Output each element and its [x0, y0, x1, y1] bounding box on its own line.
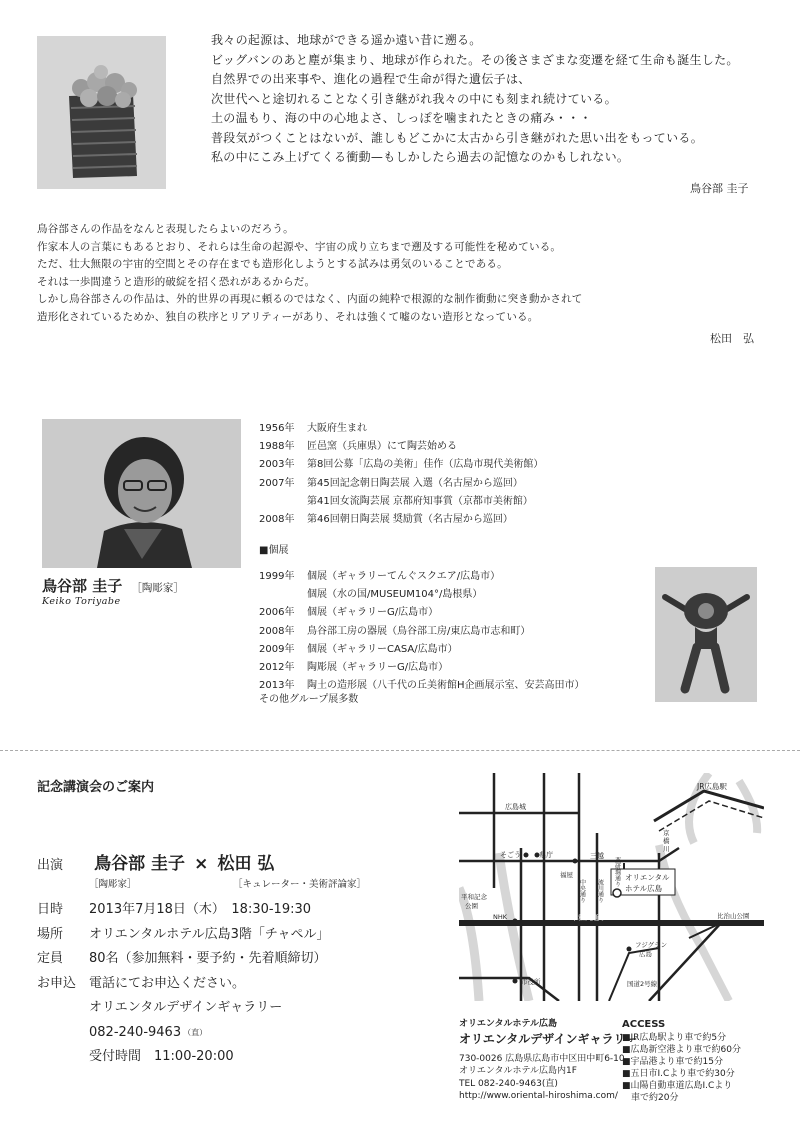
address-tel: TEL 082-240-9463(直) — [459, 1078, 558, 1089]
event-capacity-row: 定員 80名（参加無料・要予約・先着順締切） — [37, 951, 327, 966]
map-label-kyobashi-1: 京 — [663, 829, 670, 837]
performer-1-role: ［陶彫家］ — [89, 879, 137, 890]
map-label-fujigrand-1: フジグラン — [635, 941, 668, 949]
review-line: しかし鳥谷部さんの作品は、外的世界の再現に頼るのではなく、内面の純粋で根源的な制作衝動に突き動かされて — [37, 293, 583, 305]
statement-line: 普段気がつくことはないが、誰しもどこかに太古から引き継がれた思い出をもっている。 — [211, 130, 704, 145]
artwork-photo-vessel — [37, 36, 166, 189]
map-label-heiwa-odori: 平和大通り — [571, 914, 606, 922]
career-item: 2008年 第46回朝日陶芸展 奨励賞（名古屋から巡回） — [259, 514, 513, 526]
event-date-row: 日時 2013年7月18日（木） 18:30-19:30 — [37, 902, 312, 917]
map-label-jr-station: JR広島駅 — [697, 782, 727, 791]
group-exhibitions-note: その他グループ展多数 — [259, 694, 359, 705]
statement-line: 我々の起源は、地球ができる遥か遠い昔に遡る。 — [211, 33, 482, 47]
map-label-fujigrand-2: 広島 — [639, 950, 652, 958]
career-item: 2003年 第8回公募「広島の美術」佳作（広島市現代美術館） — [259, 459, 544, 471]
artist-romaji: Keiko Toriyabe — [42, 596, 121, 607]
map-label-chuo: 中央通り — [578, 879, 586, 903]
map-label-yagenbori: 薬研堀通り — [613, 857, 621, 887]
solo-item: 2008年 鳥谷部工房の器展（鳥谷部工房/東広島市志和町） — [259, 625, 531, 637]
access-item: ■広島新空港より車で約60分 — [622, 1045, 741, 1055]
event-place-row: 場所 オリエンタルホテル広島3階「チャペル」 — [37, 926, 330, 942]
access-item: 車で約20分 — [622, 1093, 679, 1103]
statement-line: ビッグバンのあと塵が集まり、地球が作られた。その後さまざまな変遷を経て生命も誕生した。 — [211, 52, 739, 67]
event-phone-row: 082-240-9463 （直） — [89, 1024, 208, 1040]
map-label-hotel-1: オリエンタル — [625, 873, 670, 882]
section-divider — [0, 750, 800, 751]
performer-2: 松田 弘 — [217, 854, 275, 874]
map-label-kyobashi-3: 川 — [663, 845, 670, 853]
event-apply-row: お申込 電話にてお申込ください。 — [37, 975, 246, 991]
artist-statement — [211, 31, 739, 168]
map-label-peace-park-1: 平和記念 — [461, 893, 487, 901]
artist-portrait-photo — [42, 419, 241, 568]
solo-item: 2009年 個展（ギャラリーCASA/広島市） — [259, 643, 458, 655]
access-item: ■五日市I.Cより車で約30分 — [622, 1069, 735, 1079]
career-item: 第41回女流陶芸展 京都府知事賞（京都市美術館） — [307, 495, 533, 507]
address-line-2: オリエンタルホテル広島内1F — [459, 1066, 577, 1076]
statement-line: 私の中にこみ上げてくる衝動—もしかしたら過去の記憶なのかもしれない。 — [211, 150, 630, 164]
access-item: ■山陽自動車道広島I.Cより — [622, 1081, 733, 1091]
artist-role: ［陶彫家］ — [131, 582, 184, 594]
map-label-sogo: そごう — [500, 851, 521, 859]
event-heading: 記念講演会のご案内 — [37, 780, 155, 795]
solo-heading: ■個展 — [259, 545, 289, 556]
map-label-hotel-2: ホテル広島 — [625, 884, 663, 893]
performers-row — [37, 849, 274, 874]
performer-2-role: ［キュレーター・美術評論家］ — [233, 879, 367, 890]
times-sign: × — [194, 854, 209, 874]
career-item: 2007年 第45回記念朝日陶芸展 入選（名古屋から巡回） — [259, 477, 523, 489]
access-item: ■宇品港より車で約15分 — [622, 1057, 723, 1067]
solo-item: 個展（水の国/MUSEUM104°/島根県） — [307, 589, 483, 601]
artist-name-text: 鳥谷部 圭子 — [42, 577, 123, 595]
map-label-nagarekawa: 流川通り — [596, 879, 604, 903]
access-map — [459, 773, 764, 1001]
access-info — [622, 1018, 741, 1104]
statement-line: 次世代へと途切れることなく引き継がれ我々の中にも刻まれ続けている。 — [211, 91, 617, 106]
review-line: ただ、壮大無限の宇宙的空間とその存在までも造形化しようとする試みは勇気のいることである。 — [37, 258, 508, 270]
solo-item: 1999年 個展（ギャラリーてんぐスクエア/広島市） — [259, 571, 501, 582]
career-item: 1988年 匠邑窯（兵庫県）にて陶芸始める — [259, 441, 457, 453]
map-label-city-hall: 市役所 — [521, 978, 541, 986]
artist-name — [42, 575, 184, 596]
review-text — [37, 221, 583, 326]
map-label-nhk: NHK — [493, 913, 508, 921]
event-hours-row: 受付時間 11:00-20:00 — [89, 1049, 234, 1064]
vessel-sculpture-image — [37, 36, 166, 189]
address-url[interactable]: http://www.oriental-hiroshima.com/ — [459, 1091, 618, 1101]
review-signature: 松田 弘 — [710, 332, 754, 345]
review-line: 鳥谷部さんの作品をなんと表現したらよいのだろう。 — [37, 223, 294, 235]
map-label-route2: 国道2号線 — [627, 980, 658, 988]
performers-label: 出演 — [37, 858, 64, 873]
event-gallery-row: オリエンタルデザインギャラリー — [89, 1000, 283, 1015]
map-label-mitsukoshi: 三越 — [590, 852, 604, 860]
map-label-kencho: 県庁 — [539, 851, 553, 859]
solo-item: 2006年 個展（ギャラリーG/広島市） — [259, 607, 439, 619]
access-heading: ACCESS — [622, 1019, 666, 1030]
gallery-address — [459, 1018, 637, 1103]
map-label-castle: 広島城 — [505, 803, 526, 811]
address-gallery: オリエンタルデザインギャラリー — [459, 1031, 638, 1046]
event-details — [37, 898, 329, 1070]
review-line: 作家本人の言葉にもあるとおり、それらは生命の起源や、宇宙の成り立ちまで遡及する可能性を秘めている。 — [37, 240, 562, 253]
map-label-peace-park-2: 公園 — [465, 902, 478, 910]
solo-list — [259, 568, 585, 695]
solo-item: 2013年 陶土の造形展（八千代の丘美術館H企画展示室、安芸高田市） — [259, 680, 585, 692]
access-item: ■JR広島駅より車で約5分 — [622, 1033, 727, 1043]
map-label-kyobashi-2: 橋 — [663, 837, 670, 845]
map-label-hijiyama: 比治山公園 — [717, 912, 750, 920]
portrait-image — [42, 419, 241, 568]
map-graphic — [459, 773, 764, 1001]
statement-signature: 鳥谷部 圭子 — [690, 182, 749, 195]
performer-1: 鳥谷部 圭子 — [94, 854, 186, 874]
address-hotel: オリエンタルホテル広島 — [459, 1019, 558, 1029]
address-line-1: 730-0026 広島県広島市中区田中町6-10 — [459, 1053, 625, 1064]
statement-line: 土の温もり、海の中の心地よさ、しっぽを噛まれたときの痛み・・・ — [211, 111, 592, 125]
career-list — [259, 420, 543, 529]
artwork-photo-figure — [655, 567, 757, 702]
statement-line: 自然界での出来事や、進化の過程で生命が得た遺伝子は、 — [211, 72, 531, 86]
career-item: 1956年 大阪府生まれ — [259, 423, 367, 434]
map-label-fukuya: 福屋 — [560, 871, 573, 879]
review-line: それは一歩間違うと造形的破綻を招く恐れがあるからだ。 — [37, 275, 316, 288]
review-line: 造形化されているためか、独自の秩序とリアリティーがあり、それは強くて嘘のない造形となっている。 — [37, 310, 539, 323]
figure-sculpture-image — [655, 567, 757, 702]
solo-item: 2012年 陶彫展（ギャラリーG/広島市） — [259, 662, 449, 674]
